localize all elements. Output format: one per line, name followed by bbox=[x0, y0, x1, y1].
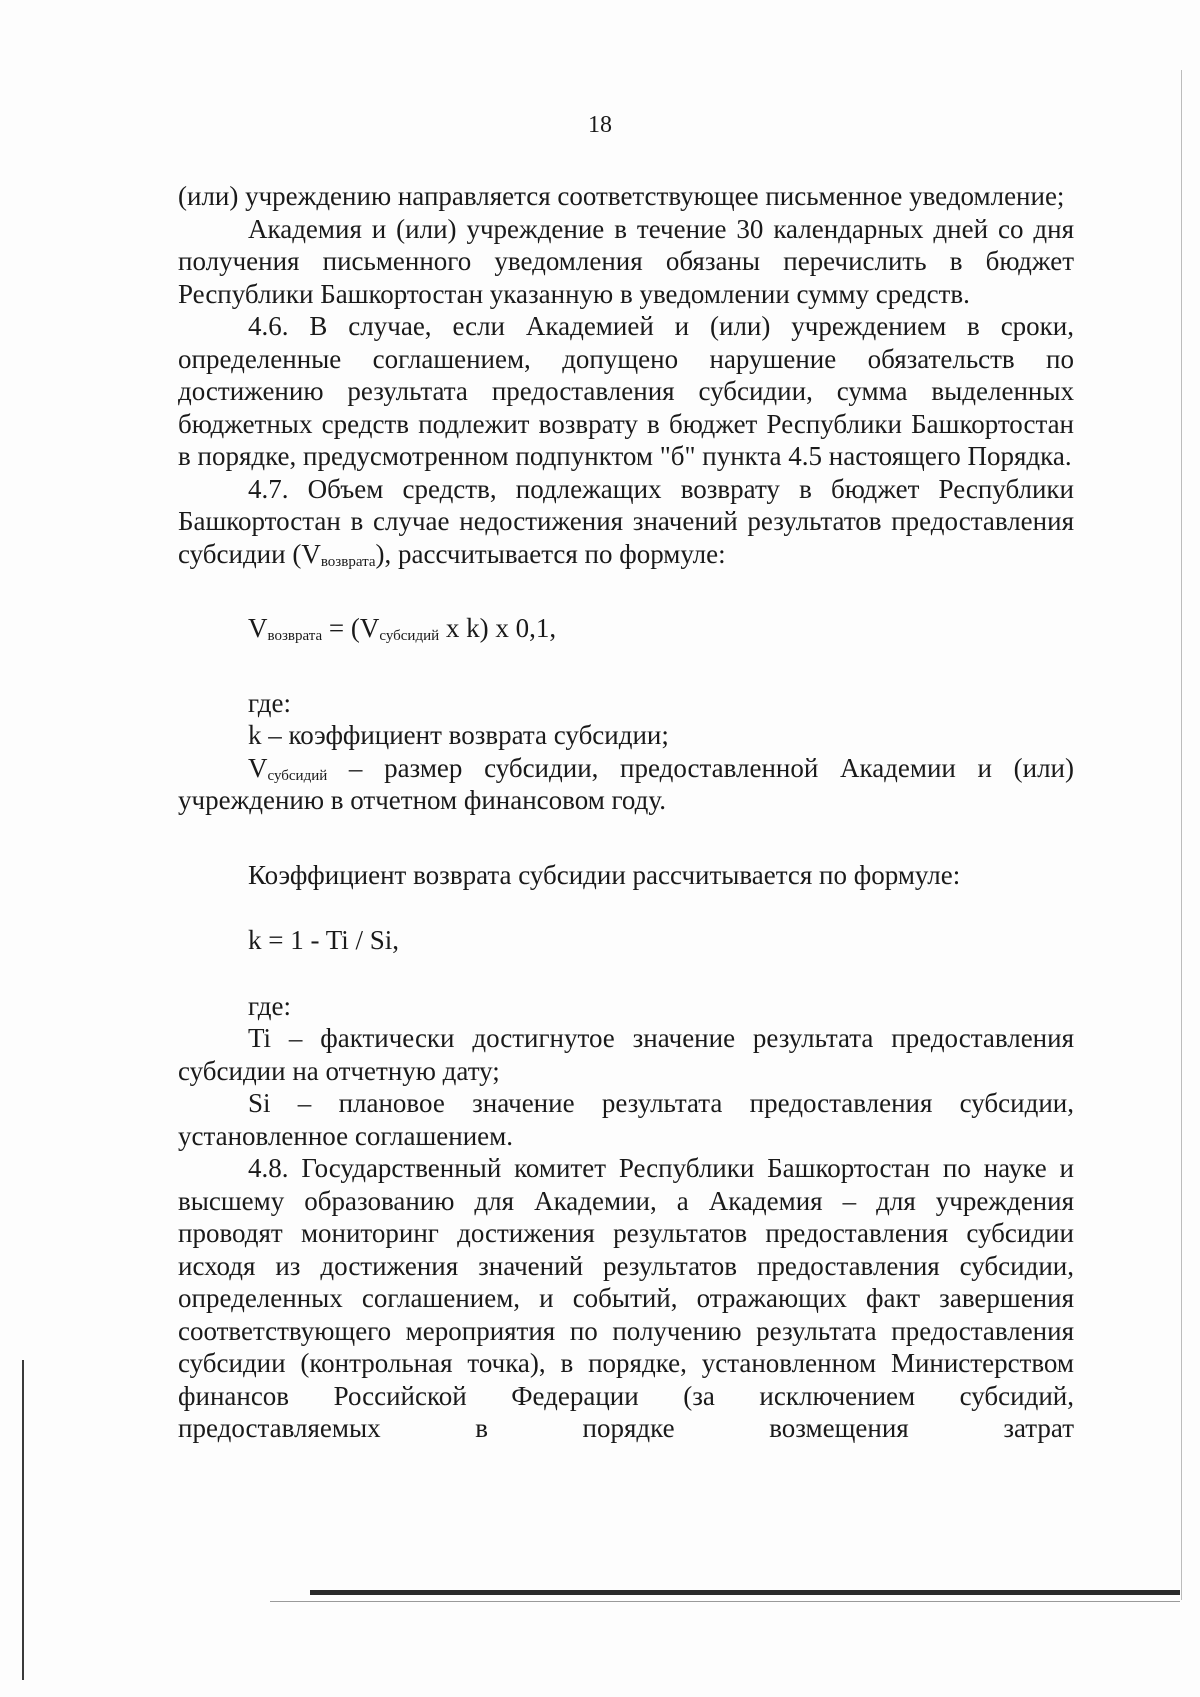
paragraph-4-7-text: 4.7. Объем средств, подлежащих возврату в бюджет Республики Башкортостан в случае недостижения значений результатов предоставления субсидии (V bbox=[178, 473, 1074, 569]
formula-end: x k) x 0,1, bbox=[439, 613, 557, 643]
spacer bbox=[178, 891, 1074, 924]
formula-sub-subsidy: субсидий bbox=[379, 628, 440, 644]
definition-ti: Ti – фактически достигнутое значение результата предоставления субсидии на отчетную дату; bbox=[178, 1023, 1074, 1086]
formula-return-volume bbox=[178, 612, 1074, 645]
document-body bbox=[178, 180, 1074, 1445]
coefficient-intro: Коэффициент возврата субсидии рассчитывается по формуле: bbox=[248, 859, 961, 890]
scan-bottom-bar bbox=[310, 1590, 1180, 1595]
definition-v: V bbox=[248, 752, 268, 783]
paragraph-transfer-deadline: Академия и (или) учреждение в течение 30 календарных дней со дня получения письменного уведомления обязаны перечислить в бюджет Республики Башкортостан указанную в уведомлении сумму средств. bbox=[178, 213, 1074, 309]
formula-coefficient: k = 1 - Ti / Si, bbox=[248, 925, 400, 955]
definition-v-subsidy bbox=[178, 752, 1074, 817]
definition-k: k – коэффициент возврата субсидии; bbox=[248, 720, 669, 750]
where-label-2: где: bbox=[248, 990, 291, 1021]
spacer bbox=[178, 645, 1074, 687]
definition-si: Si – плановое значение результата предоставления субсидии, установленное соглашением. bbox=[178, 1088, 1074, 1151]
scan-edge-left bbox=[22, 1360, 24, 1680]
scan-bottom-line bbox=[270, 1601, 1180, 1602]
paragraph-notification: (или) учреждению направляется соответствующее письменное уведомление; bbox=[178, 181, 1065, 211]
spacer bbox=[178, 957, 1074, 990]
paragraph-4-7-subscript: возврата bbox=[320, 553, 376, 570]
formula-eq: = (V bbox=[322, 613, 380, 643]
scan-edge-right bbox=[1181, 70, 1182, 1600]
formula-sub-return: возврата bbox=[267, 628, 323, 644]
where-label-1: где: bbox=[248, 687, 291, 718]
spacer bbox=[178, 570, 1074, 612]
spacer bbox=[178, 817, 1074, 859]
paragraph-4-6: 4.6. В случае, если Академией и (или) учреждением в сроки, определенные соглашением, допущено нарушение обязательств по достижению результата предоставления субсидии, сумма выделенных бюджетных средств подлежит возврату в бюджет Республики Башкортостан в порядке, предусмотренном подпунктом "б" пункта 4.5 настоящего Порядка. bbox=[178, 311, 1074, 471]
formula-v-return: V bbox=[248, 613, 268, 643]
paragraph-4-7-tail: ), рассчитывается по формуле: bbox=[375, 538, 726, 569]
definition-v-text: – размер субсидии, предоставленной Академии и (или) учреждению в отчетном финансовом году. bbox=[178, 752, 1074, 815]
paragraph-4-7 bbox=[178, 473, 1074, 571]
page-number: 18 bbox=[588, 112, 612, 138]
definition-v-sub: субсидий bbox=[267, 767, 328, 784]
paragraph-4-8: 4.8. Государственный комитет Республики Башкортостан по науке и высшему образованию для Академии, а Академия – для учреждения проводят мониторинг достижения результатов предоставления субсидии исходя из достижения значений результатов предоставления субсидии, определенных соглашением, и событий, отражающих факт завершения соответствующего мероприятия по получению результата предоставления субсидии (контрольная точка), в порядке, установленном Министерством финансов Российской Федерации (за исключением субсидий, предоставляемых в порядке возмещения затрат bbox=[178, 1153, 1074, 1443]
